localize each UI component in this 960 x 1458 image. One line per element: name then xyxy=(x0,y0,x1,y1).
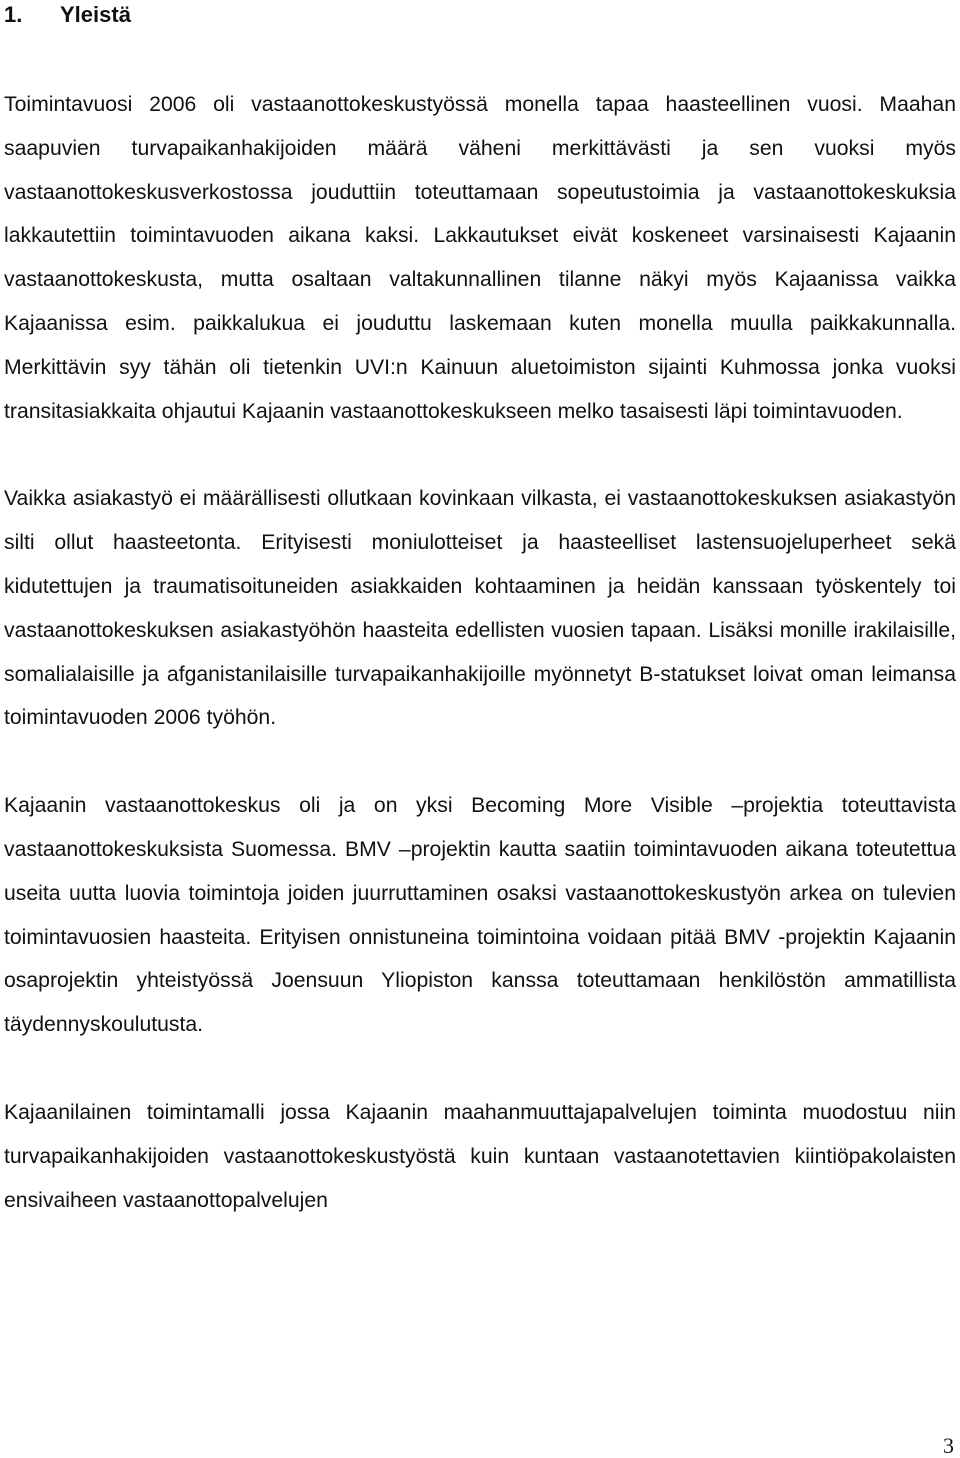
page-number: 3 xyxy=(943,1433,954,1458)
section-number: 1. xyxy=(4,2,23,27)
section-heading xyxy=(4,0,956,31)
paragraph-1: Toimintavuosi 2006 oli vastaanottokeskustyössä monella tapaa haasteellinen vuosi. Maahan saapuvien turvapaikanhakijoiden määrä väheni merkittävästi ja sen vuoksi myös vastaanottokeskusverkostossa jouduttiin toteuttamaan sopeutustoimia ja vastaanottokeskuksia lakkautettiin toimintavuoden aikana kaksi. Lakkautukset eivät koskeneet varsinaisesti Kajaanin vastaanottokeskusta, mutta osaltaan valtakunnallinen tilanne näkyi myös Kajaanissa vaikka Kajaanissa esim. paikkalukua ei jouduttu laskemaan kuten monella muulla paikkakunnalla. Merkittävin syy tähän oli tietenkin UVI:n Kainuun aluetoimiston sijainti Kuhmossa jonka vuoksi transitasiakkaita ohjautui Kajaanin vastaanottokeskukseen melko tasaisesti läpi toimintavuoden. xyxy=(4,93,956,423)
section-title: Yleistä xyxy=(60,2,131,27)
paragraph-3: Kajaanin vastaanottokeskus oli ja on yksi Becoming More Visible –projektia toteuttavista vastaanottokeskuksista Suomessa. BMV –projektin kautta saatiin toimintavuoden aikana toteutettua useita uutta luovia toimintoja joiden juurruttaminen osaksi vastaanottokeskustyön arkea on tulevien toimintavuosien haasteita. Erityisen onnistuneina toimintoina voidaan pitää BMV -projektin Kajaanin osaprojektin yhteistyössä Joensuun Yliopiston kanssa toteuttamaan henkilöstön ammatillista täydennyskoulutusta. xyxy=(4,794,956,1037)
paragraph-4: Kajaanilainen toimintamalli jossa Kajaanin maahanmuuttajapalvelujen toiminta muodostuu niin turvapaikanhakijoiden vastaanottokeskustyöstä kuin kuntaan vastaanotettavien kiintiöpakolaisten ensivaiheen vastaanottopalvelujen xyxy=(4,1100,956,1212)
document-page xyxy=(4,0,956,1222)
paragraph-2: Vaikka asiakastyö ei määrällisesti ollutkaan kovinkaan vilkasta, ei vastaanottokeskuksen asiakastyön silti ollut haasteetonta. Erityisesti moniulotteiset ja haasteelliset lastensuojeluperheet sekä kidutettujen ja traumatisoituneiden asiakkaiden kohtaaminen ja heidän kanssaan työskentely toi vastaanottokeskuksen asiakastyöhön haasteita edellisten vuosien tapaan. Lisäksi monille irakilaisille, somalialaisille ja afganistanilaisille turvapaikanhakijoille myönnetyt B-statukset loivat oman leimansa toimintavuoden 2006 työhön. xyxy=(4,487,956,730)
